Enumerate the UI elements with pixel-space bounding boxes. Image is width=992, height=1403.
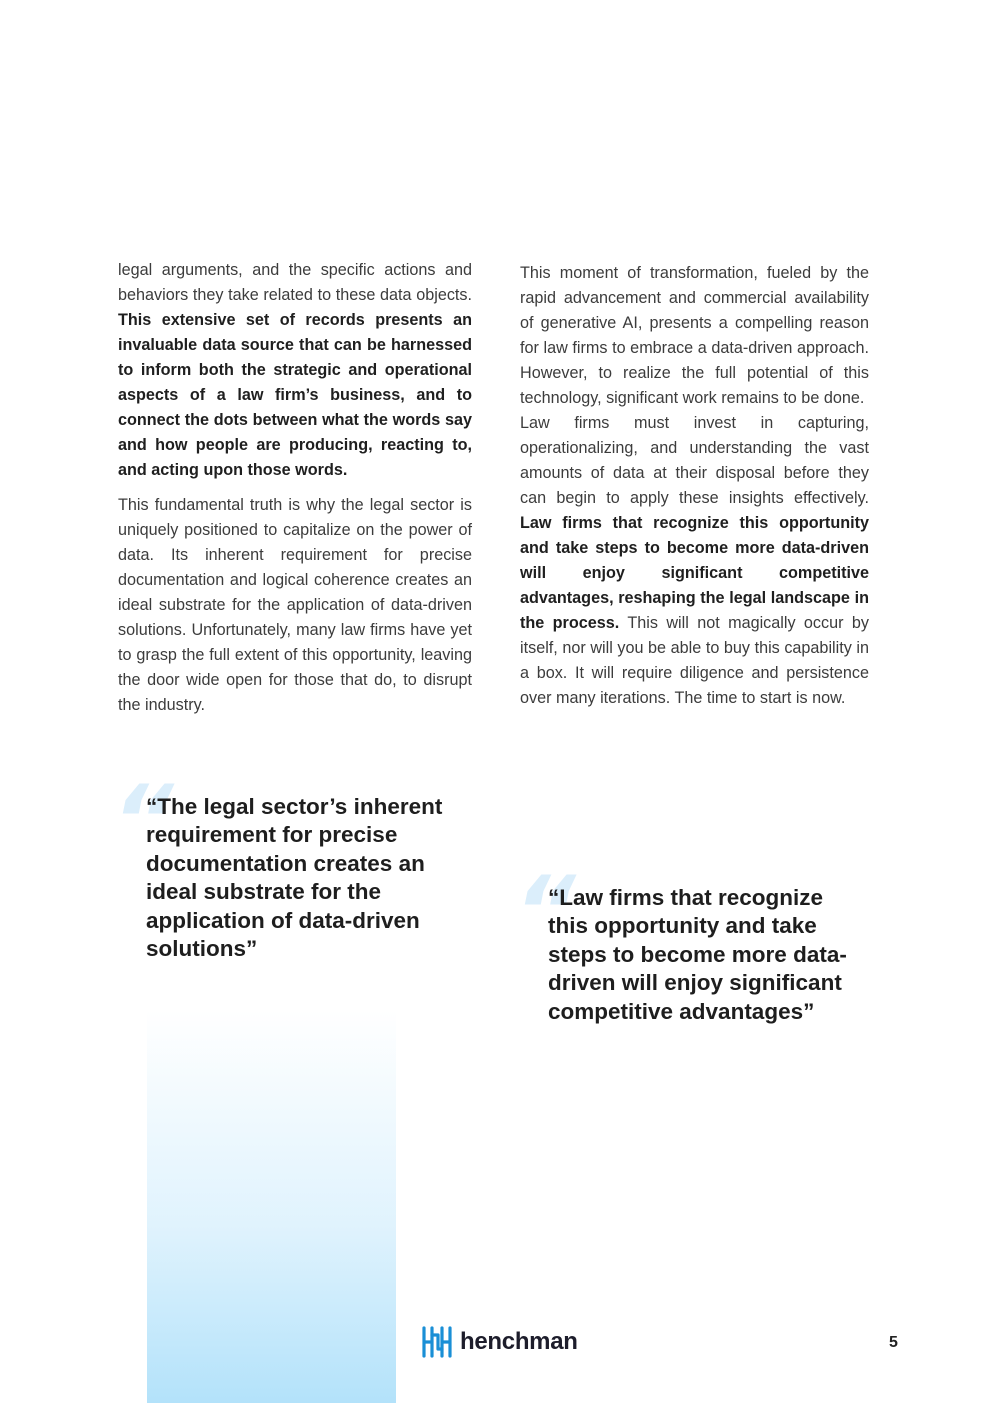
paragraph: This moment of transformation, fueled by the rapid advancement and commercial availability of generative AI, presents a compelling reason for law firms to embrace a data-driven approach. However, to realize the full potential of this technology, significant work remains to be done. [520, 264, 869, 407]
henchman-logo-icon [420, 1325, 454, 1359]
decorative-gradient-band [147, 1010, 396, 1403]
brand-logo [420, 1325, 578, 1359]
paragraph-text: Law firms must invest in capturing, operationalizing, and understanding the vast amounts of data at their disposal before they can begin to apply these insights effectively. [520, 414, 869, 507]
paragraph [118, 258, 472, 483]
pull-quote: “The legal sector’s inherent requirement for precise documentation creates an ideal substrate for the application of data-driven solutions” [146, 794, 443, 962]
paragraph-text: legal arguments, and the specific actions and behaviors they take related to these data objects. [118, 261, 472, 304]
paragraph [520, 411, 869, 711]
page-number: 5 [889, 1334, 898, 1351]
brand-name: henchman [460, 1328, 578, 1355]
emphasized-text: Law firms that recognize this opportunity and take steps to become more data-driven will enjoy significant competitive advantages, reshaping the legal landscape in the process. [520, 514, 869, 632]
right-column [520, 261, 869, 711]
paragraph: This fundamental truth is why the legal sector is uniquely positioned to capitalize on the power of data. Its inherent requirement for precise documentation and logical coherence creates an ideal substrate for the application of data-driven solutions. Unfortunately, many law firms have yet to grasp the full extent of this opportunity, leaving the door wide open for those that do, to disrupt the industry. [118, 496, 472, 714]
paragraph-text: This will not magically occur by itself, nor will you be able to buy this capability in a box. It will require diligence and persistence over many iterations. The time to start is now. [520, 614, 869, 707]
quote-mark-icon: “ [112, 765, 174, 877]
pull-quote: “Law firms that recognize this opportunity and take steps to become more data-driven will enjoy significant competitive advantages” [548, 885, 847, 1024]
emphasized-text: This extensive set of records presents an invaluable data source that can be harnessed to inform both the strategic and operational aspects of a law firm’s business, and to connect the dots between what the words say and how people are producing, reacting to, and acting upon those words. [118, 311, 472, 479]
left-column [118, 258, 472, 718]
quote-mark-icon: “ [514, 856, 576, 968]
